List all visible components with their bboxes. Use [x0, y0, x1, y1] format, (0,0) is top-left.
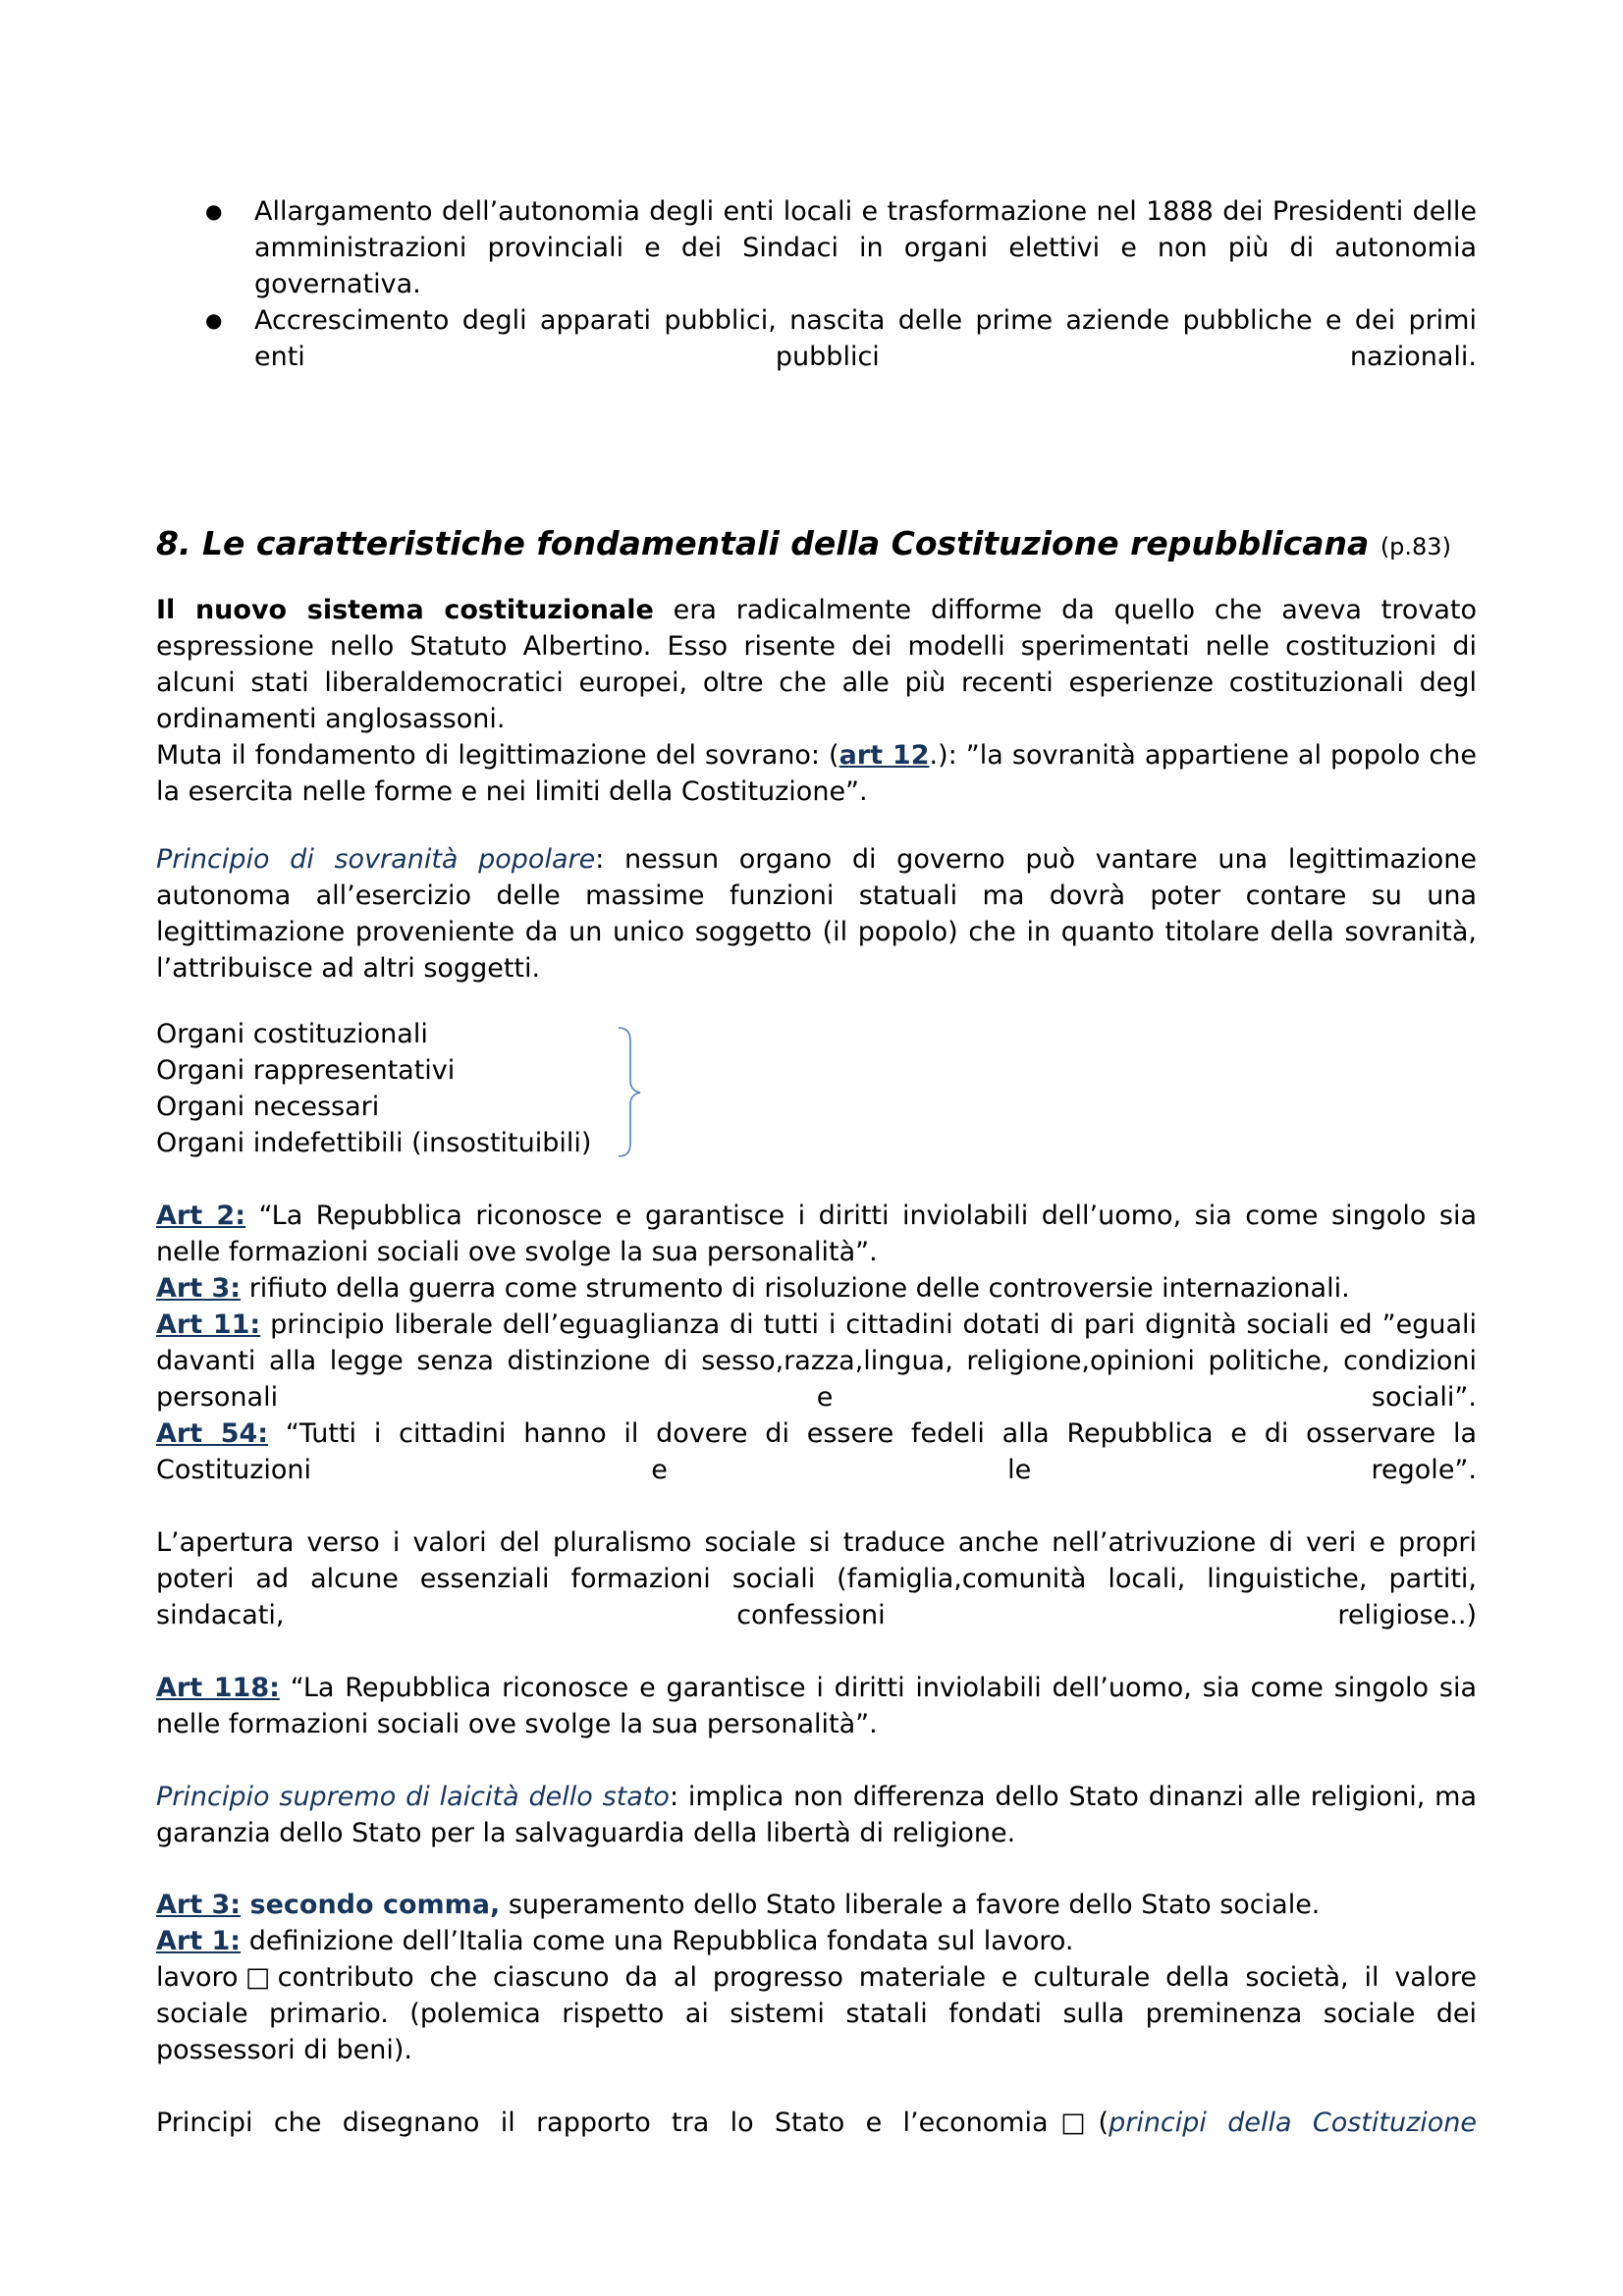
organi-item: Organi necessari [156, 1092, 380, 1122]
paragraph-text: rifiuto della guerra come strumento di risoluzione delle controversie internazionali. [241, 1273, 1350, 1304]
paragraph-text: “La Repubblica riconosce e garantisce i diritti inviolabili dell’uomo, sia come singolo sia nelle formazioni sociali ove svolge la sua personalità”. [156, 1201, 1477, 1267]
paragraph-sovrano [156, 737, 1477, 810]
organi-item: Organi costituzionali [156, 1019, 428, 1049]
art-3-paragraph [156, 1270, 1477, 1307]
section-heading [156, 525, 1477, 565]
art-118-paragraph [156, 1670, 1477, 1742]
art-54-paragraph [156, 1415, 1477, 1488]
bold-term: secondo comma, [241, 1890, 501, 1920]
art-3-secondo-comma-paragraph [156, 1887, 1477, 1923]
organi-item: Organi indefettibili (insostituibili) [156, 1128, 592, 1158]
paragraph-laicita [156, 1779, 1477, 1851]
paragraph-text: era radicalmente difforme da quello che aveva trovato espressione nello Statuto Albertino. Esso risente dei modelli sperimentati nelle costituzioni di alcuni stati liberaldemocratici europei, oltre che alle più recenti esperienze costituzionali degl ordinamenti anglosassoni. [156, 595, 1477, 734]
organi-item: Organi rappresentativi [156, 1055, 456, 1086]
page-reference: (p.83) [1380, 533, 1451, 561]
paragraph-sovranita-popolare [156, 841, 1477, 987]
section-title: 8. Le caratteristiche fondamentali della Costituzione repubblicana [156, 524, 1370, 562]
art-12-link[interactable]: art 12 [839, 740, 930, 771]
bold-term: Il nuovo sistema costituzionale [156, 595, 654, 625]
principle-term: principi della Costituzione [1109, 2108, 1477, 2138]
bullet-list [254, 193, 1477, 375]
paragraph-text: “Tutti i cittadini hanno il dovere di essere fedeli alla Repubblica e di osservare la Costituzioni e le regole”. [156, 1418, 1477, 1485]
paragraph-text: definizione dell’Italia come una Repubblica fondata sul lavoro. [241, 1926, 1074, 1956]
paragraph-text: “La Repubblica riconosce e garantisce i diritti inviolabili dell’uomo, sia come singolo sia nelle formazioni sociali ove svolge la sua personalità”. [156, 1673, 1477, 1739]
paragraph-text: superamento dello Stato liberale a favore dello Stato sociale. [500, 1890, 1321, 1920]
paragraph-text: .): ”la sovranità appartiene al popolo che la esercita nelle forme e nei limiti della Costituzione”. [156, 740, 1477, 807]
art-1-paragraph [156, 1923, 1477, 1959]
principle-term: Principio di sovranità popolare [156, 844, 596, 875]
bullet-item-2: ● Accrescimento degli apparati pubblici, nascita delle prime aziende pubbliche e dei primi enti pubblici nazionali. [254, 302, 1477, 375]
art-2-paragraph [156, 1198, 1477, 1270]
bullet-item-1: ● Allargamento dell’autonomia degli enti locali e trasformazione nel 1888 dei Presidenti delle amministrazioni provinciali e dei Sindaci in organi elettivi e non più di autonomia governativa. [254, 193, 1477, 302]
art-54-link[interactable]: Art 54: [156, 1418, 269, 1449]
art-11-paragraph [156, 1307, 1477, 1415]
principle-term: Principio supremo di laicità dello stato [156, 1782, 670, 1812]
organi-list [156, 1016, 591, 1161]
paragraph-lavoro: lavoro□contributo che ciascuno da al progresso materiale e culturale della società, il valore sociale primario. (polemica rispetto ai sistemi statali fondati sulla preminenza sociale dei possessori di beni). [156, 1962, 1477, 2065]
art-3-link[interactable]: Art 3: [156, 1890, 242, 1920]
paragraph-text: : nessun organo di governo può vantare una legittimazione autonoma all’esercizio delle massime funzioni statuali ma dovrà poter contare su una legittimazione proveniente da un unico soggetto (il popolo) che in quanto titolare della sovranità, l’attribuisce ad altri soggetti. [156, 844, 1478, 984]
paragraph-nuovo-sistema [156, 592, 1477, 737]
paragraph-principi [156, 2105, 1477, 2141]
art-1-link[interactable]: Art 1: [156, 1926, 242, 1956]
paragraph-text: : implica non differenza dello Stato dinanzi alle religioni, ma garanzia dello Stato per la salvaguardia della libertà di religione. [156, 1782, 1477, 1848]
paragraph-pluralismo: L’apertura verso i valori del pluralismo sociale si traduce anche nell’atrivuzione di veri e propri poteri ad alcune essenziali formazioni sociali (famiglia,comunità locali, linguistiche, partiti, sindacati, confessioni religiose..) [156, 1527, 1477, 1630]
paragraph-text: Muta il fondamento di legittimazione del sovrano: ( [156, 740, 839, 771]
art-11-link[interactable]: Art 11: [156, 1309, 261, 1340]
curly-brace-icon [617, 1026, 646, 1158]
paragraph-text: principio liberale dell’eguaglianza di tutti i cittadini dotati di pari dignità sociali ed ”eguali davanti alla legge senza distinzione di sesso,razza,lingua, religione,opinioni politiche, condizioni personali e sociali”. [156, 1309, 1478, 1413]
paragraph-text: Principi che disegnano il rapporto tra lo Stato e l’economia□( [156, 2108, 1109, 2138]
art-118-link[interactable]: Art 118: [156, 1673, 280, 1703]
art-3-link[interactable]: Art 3: [156, 1273, 242, 1304]
art-2-link[interactable]: Art 2: [156, 1201, 246, 1231]
